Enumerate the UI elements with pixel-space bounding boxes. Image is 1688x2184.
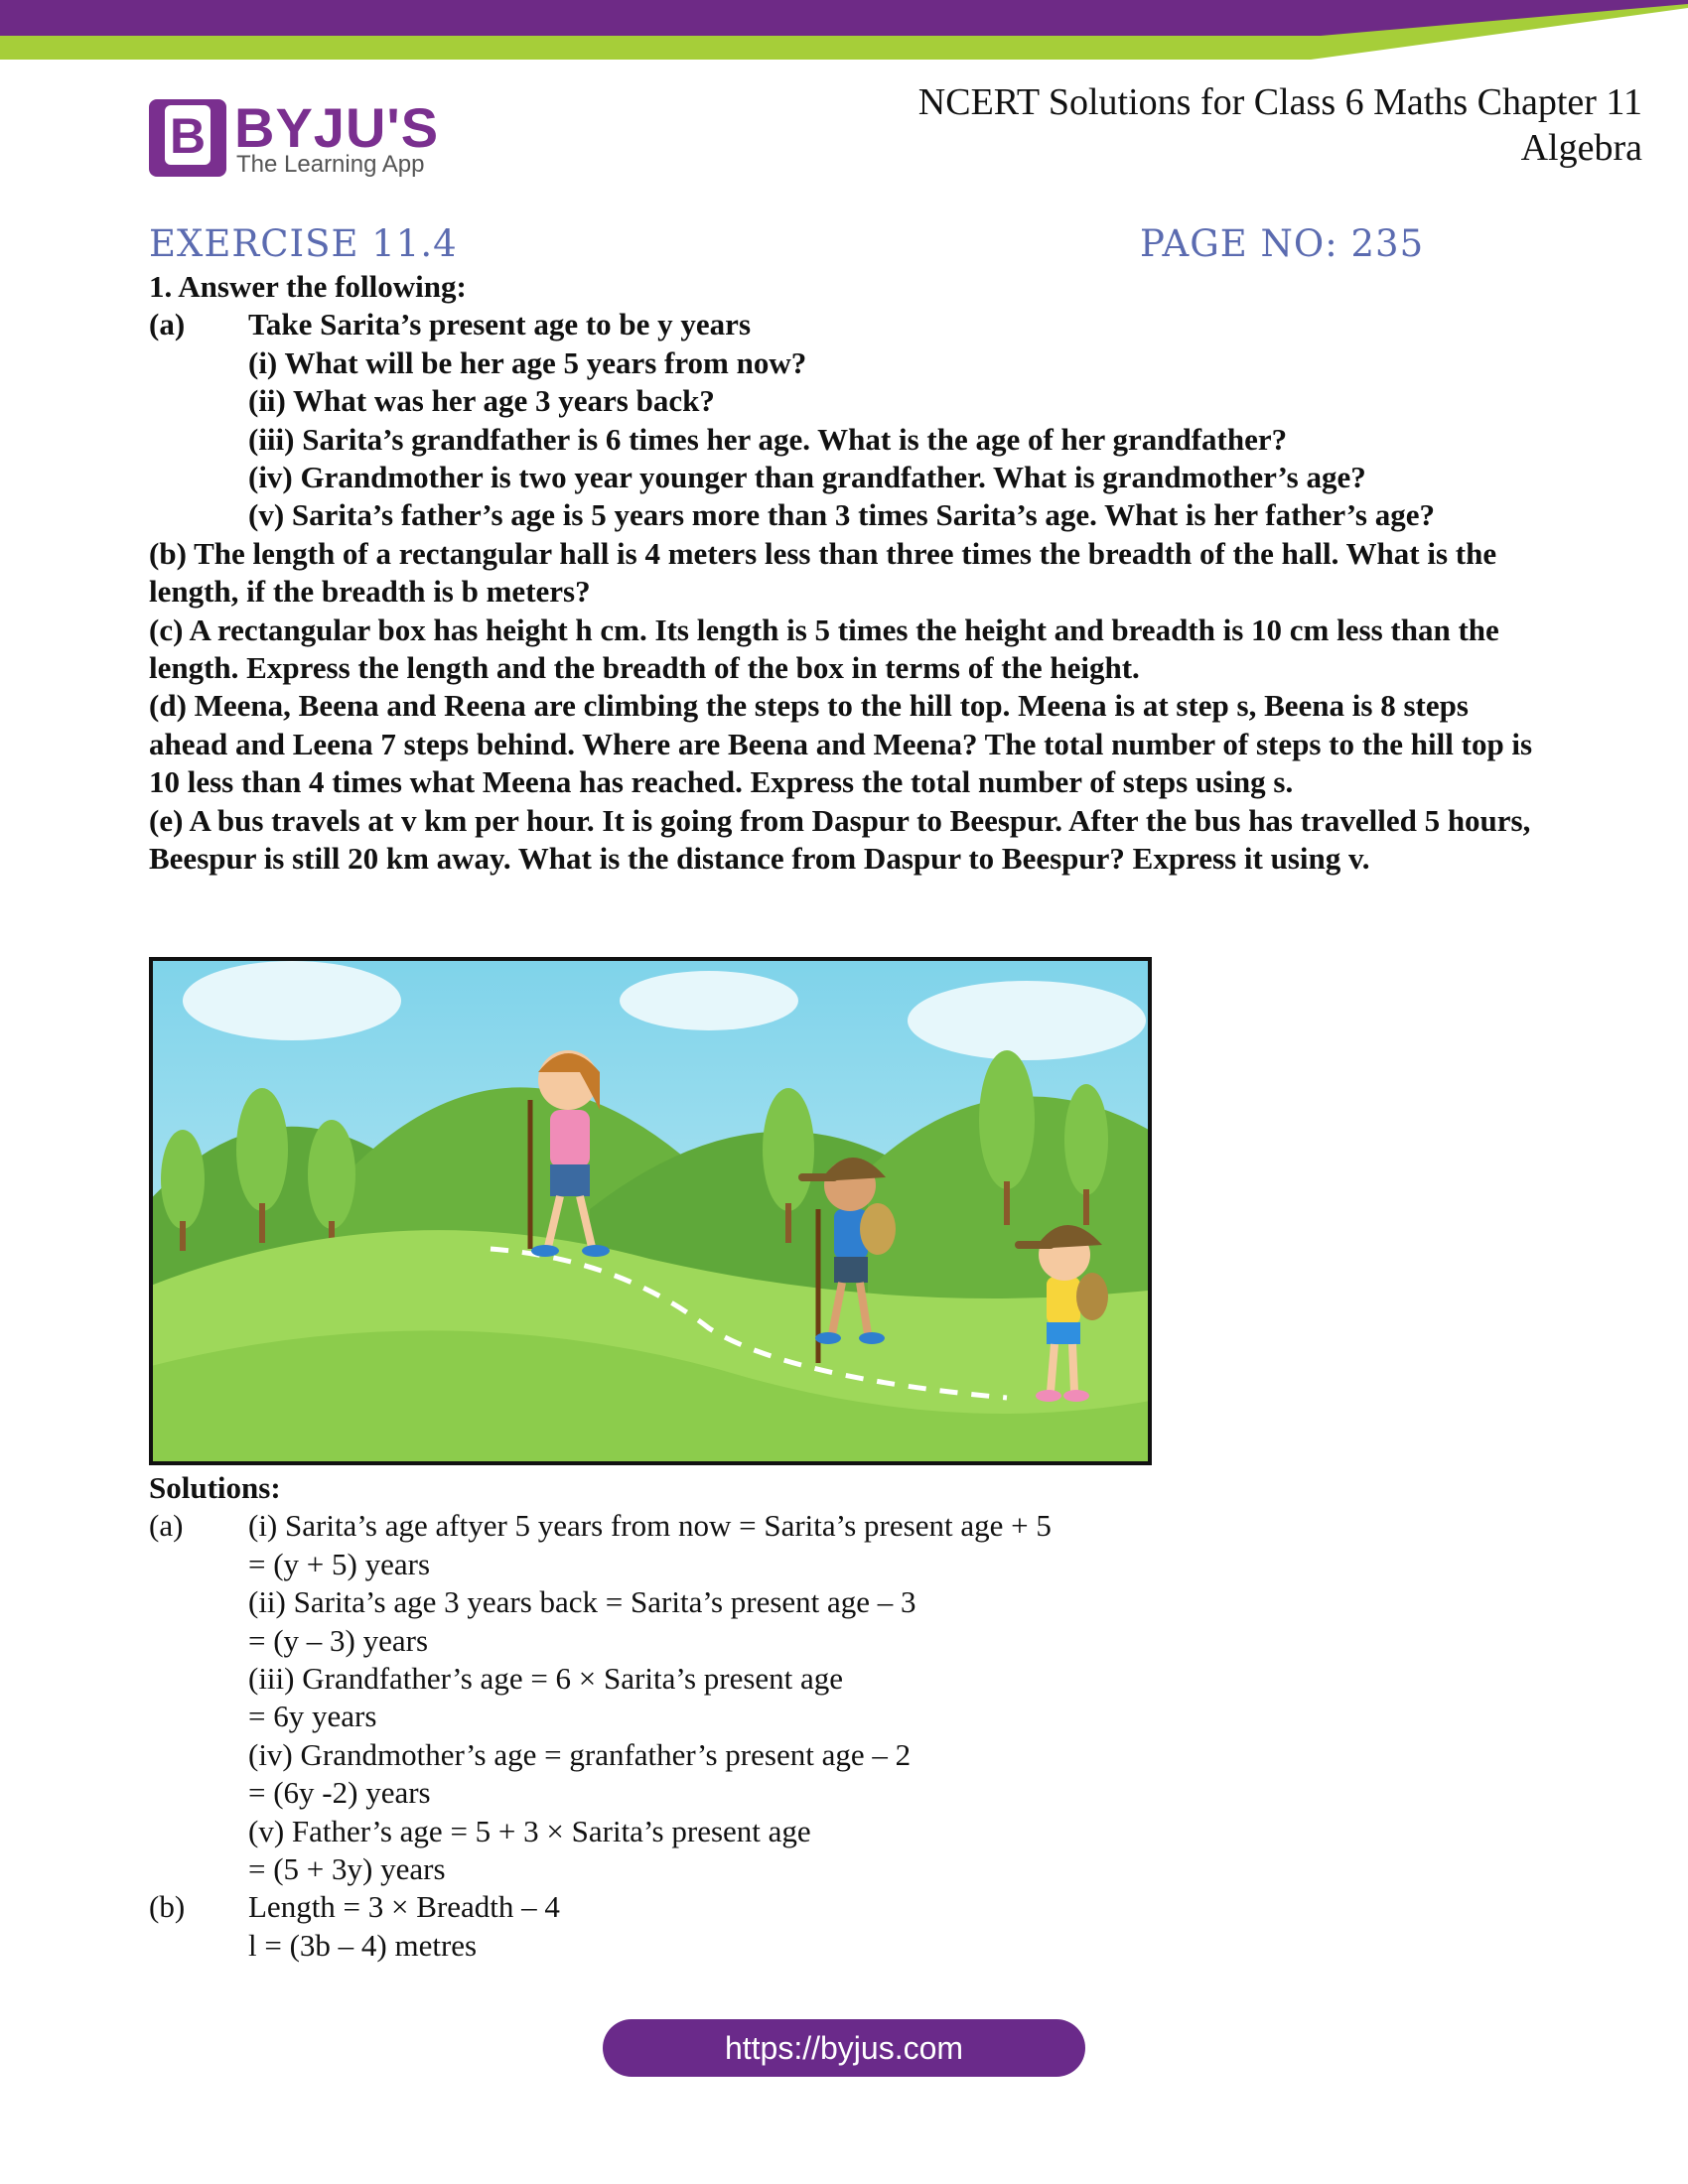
logo-mark: B: [149, 99, 226, 177]
question-a-item: (i) What will be her age 5 years from now?: [248, 344, 807, 380]
question-a-item: (iv) Grandmother is two year younger than grandfather. What is grandmother’s age?: [248, 460, 1366, 495]
top-decorative-bar: [0, 0, 1688, 60]
solution-a-label: (a): [149, 1508, 184, 1544]
solution-line: = (6y -2) years: [248, 1775, 431, 1811]
solution-b: [149, 1888, 1539, 1926]
question-e: (e) A bus travels at v km per hour. It is going from Daspur to Beespur. After the bus has travelled 5 hours, Beespur is still 20 km away. What is the distance from Daspur to Beespur? Express it using v.: [149, 802, 1531, 877]
question-a-intro: Take Sarita’s present age to be y years: [248, 307, 752, 342]
title-line-1: NCERT Solutions for Class 6 Maths Chapter 11: [917, 81, 1642, 123]
exercise-label: EXERCISE 11.4: [149, 222, 458, 265]
question-c: (c) A rectangular box has height h cm. Its length is 5 times the height and breadth is 10 cm less than the length. Express the length and the breadth of the box in terms of the height.: [149, 612, 1499, 686]
solution-line: = (y – 3) years: [248, 1622, 429, 1658]
question-a-item: (ii) What was her age 3 years back?: [248, 383, 715, 419]
solution-line: (i) Sarita’s age aftyer 5 years from now = Sarita’s present age + 5: [248, 1508, 1052, 1544]
solution-line: (v) Father’s age = 5 + 3 × Sarita’s present age: [248, 1813, 811, 1848]
document-title: [749, 79, 1642, 171]
byjus-logo: [149, 95, 447, 185]
solution-line: = 6y years: [248, 1699, 377, 1734]
question-a-label: (a): [149, 307, 186, 342]
solution-line: = (y + 5) years: [248, 1546, 431, 1581]
question-a-item: (v) Sarita’s father’s age is 5 years more than 3 times Sarita’s age. What is her father’s age?: [248, 497, 1435, 533]
question-b: (b) The length of a rectangular hall is 4 meters less than three times the breadth of the hall. What is the length, if the breadth is b meters?: [149, 535, 1497, 610]
hill-scene-image: [153, 961, 1148, 1461]
question-heading: 1. Answer the following:: [149, 269, 467, 304]
solution-line: l = (3b – 4) metres: [248, 1927, 478, 1963]
solution-line: (iv) Grandmother’s age = granfather’s present age – 2: [248, 1736, 912, 1772]
footer-url-link[interactable]: https://byjus.com: [603, 2019, 1085, 2077]
solution-a: [149, 1507, 1539, 1545]
question-block: [149, 268, 1539, 879]
page-number: PAGE NO: 235: [1140, 222, 1425, 265]
solution-line: Length = 3 × Breadth – 4: [248, 1889, 560, 1925]
question-a: [149, 306, 1539, 343]
brand-tagline: The Learning App: [236, 151, 425, 178]
solution-b-label: (b): [149, 1889, 186, 1925]
brand-name: BYJU'S: [234, 96, 440, 159]
hiking-illustration: [149, 957, 1152, 1465]
solution-line: (ii) Sarita’s age 3 years back = Sarita’s present age – 3: [248, 1584, 916, 1620]
title-line-2: Algebra: [1520, 127, 1642, 169]
question-d: (d) Meena, Beena and Reena are climbing the steps to the hill top. Meena is at step s, Beena is 8 steps ahead and Leena 7 steps behind. Where are Beena and Meena? The total number of steps to the hill top is 10 less than 4 times what Meena has reached. Express the total number of steps using s.: [149, 688, 1533, 800]
question-a-item: (iii) Sarita’s grandfather is 6 times her age. What is the age of her grandfather?: [248, 421, 1288, 457]
solutions-block: [149, 1469, 1539, 1965]
solution-line: (iii) Grandfather’s age = 6 × Sarita’s present age: [248, 1661, 844, 1697]
solution-line: = (5 + 3y) years: [248, 1851, 446, 1887]
solutions-heading: Solutions:: [149, 1470, 281, 1505]
